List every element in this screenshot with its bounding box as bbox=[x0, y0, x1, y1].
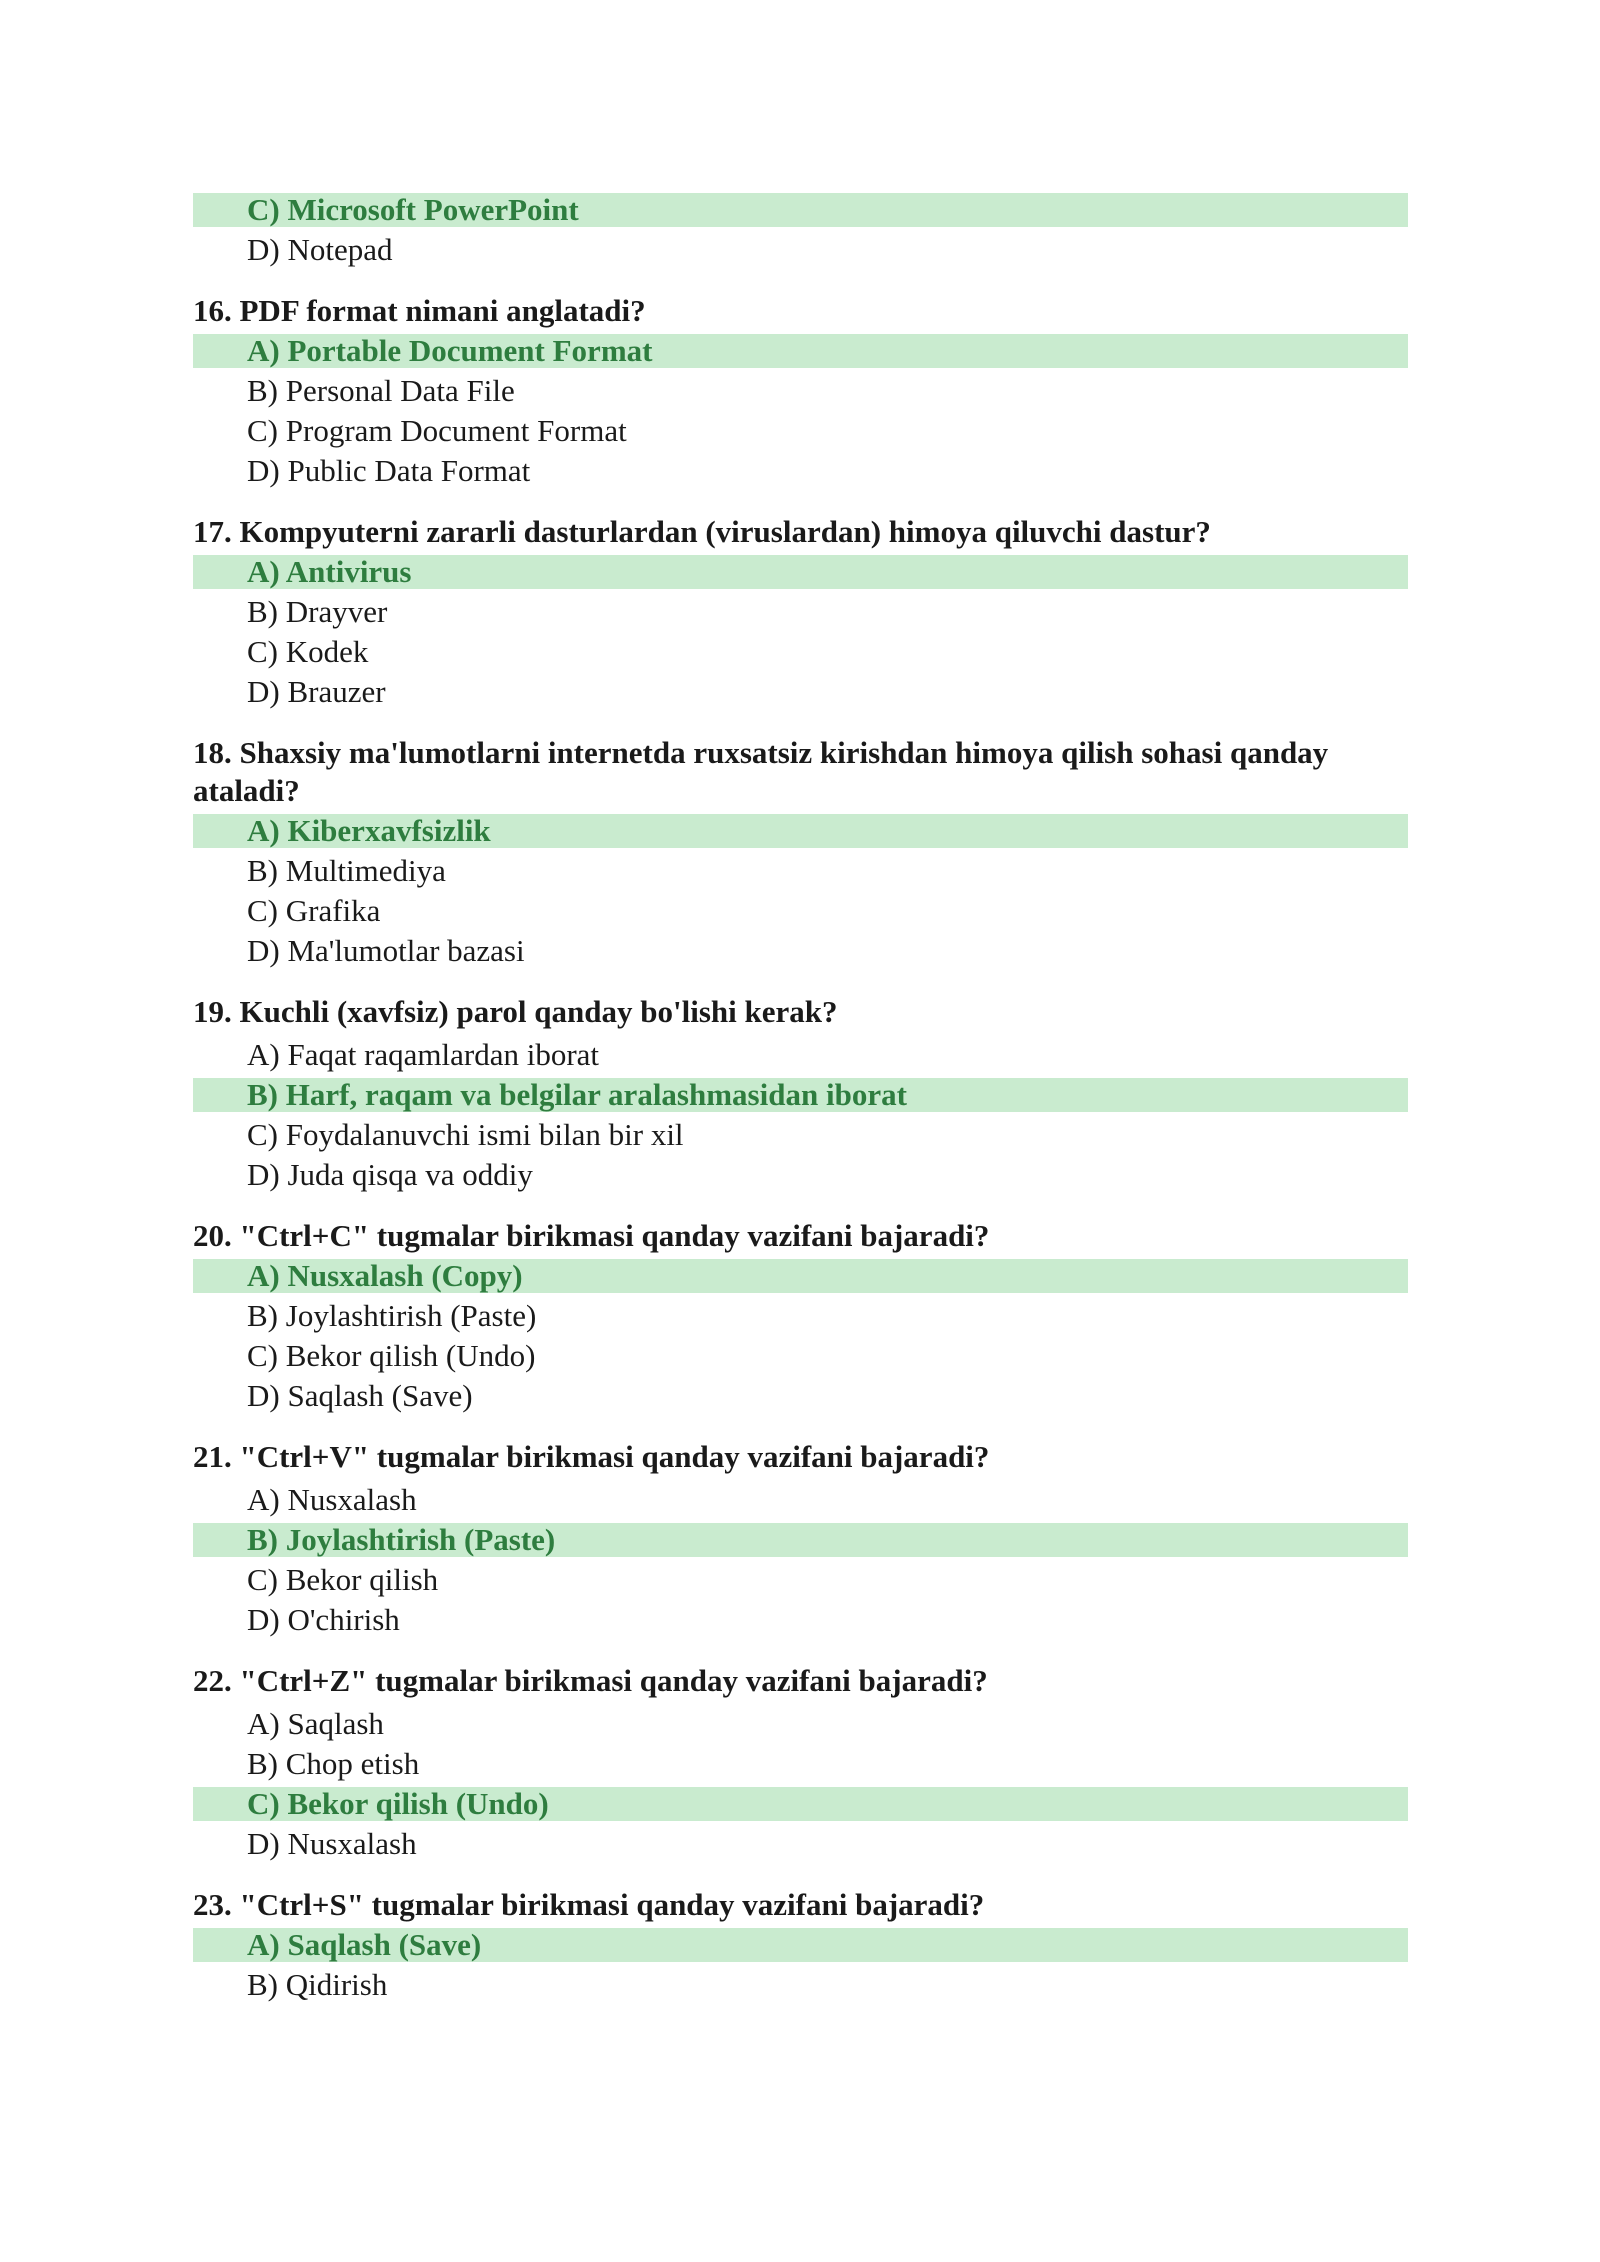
question-text: 19. Kuchli (xavfsiz) parol qanday bo'lishi kerak? bbox=[193, 994, 838, 1029]
question-text: 18. Shaxsiy ma'lumotlarni internetda ruxsatsiz kirishdan himoya qilish sohasi qanday ataladi? bbox=[193, 735, 1329, 808]
question-17 bbox=[193, 513, 1408, 712]
answer-option: C) Bekor qilish bbox=[247, 1562, 439, 1597]
quiz-page bbox=[193, 190, 1408, 2005]
answer-option: B) Drayver bbox=[247, 594, 388, 629]
correct-answer-option: C) Bekor qilish (Undo) bbox=[193, 1787, 1408, 1821]
correct-answer-option: A) Portable Document Format bbox=[193, 334, 1408, 368]
correct-answer-option: A) Antivirus bbox=[193, 555, 1408, 589]
question-20 bbox=[193, 1217, 1408, 1416]
question-18 bbox=[193, 734, 1408, 971]
answer-option: B) Personal Data File bbox=[247, 373, 515, 408]
question-text: 21. "Ctrl+V" tugmalar birikmasi qanday vazifani bajaradi? bbox=[193, 1439, 990, 1474]
question-16 bbox=[193, 292, 1408, 491]
correct-answer-option: C) Microsoft PowerPoint bbox=[193, 193, 1408, 227]
answer-option: C) Kodek bbox=[247, 634, 369, 669]
question-text: 16. PDF format nimani anglatadi? bbox=[193, 293, 646, 328]
question-text: 17. Kompyuterni zararli dasturlardan (viruslardan) himoya qiluvchi dastur? bbox=[193, 514, 1211, 549]
answer-option: D) Public Data Format bbox=[247, 453, 531, 488]
answer-option: D) O'chirish bbox=[247, 1602, 400, 1637]
answer-option: B) Joylashtirish (Paste) bbox=[247, 1298, 537, 1333]
answer-option: A) Nusxalash bbox=[247, 1482, 417, 1517]
answer-option: D) Brauzer bbox=[247, 674, 386, 709]
correct-answer-option: A) Kiberxavfsizlik bbox=[193, 814, 1408, 848]
answer-option: C) Grafika bbox=[247, 893, 381, 928]
continued-options bbox=[193, 193, 1408, 270]
answer-option: D) Saqlash (Save) bbox=[247, 1378, 473, 1413]
answer-option: B) Multimediya bbox=[247, 853, 446, 888]
question-text: 23. "Ctrl+S" tugmalar birikmasi qanday vazifani bajaradi? bbox=[193, 1887, 985, 1922]
answer-option: D) Nusxalash bbox=[247, 1826, 417, 1861]
answer-option: B) Chop etish bbox=[247, 1746, 420, 1781]
answer-option: B) Qidirish bbox=[247, 1967, 388, 2002]
correct-answer-option: B) Joylashtirish (Paste) bbox=[193, 1523, 1408, 1557]
answer-option: A) Faqat raqamlardan iborat bbox=[247, 1037, 600, 1072]
question-23 bbox=[193, 1886, 1408, 2005]
question-text: 22. "Ctrl+Z" tugmalar birikmasi qanday vazifani bajaradi? bbox=[193, 1663, 988, 1698]
question-21 bbox=[193, 1438, 1408, 1640]
correct-answer-option: A) Nusxalash (Copy) bbox=[193, 1259, 1408, 1293]
answer-option: D) Ma'lumotlar bazasi bbox=[247, 933, 525, 968]
answer-option: C) Foydalanuvchi ismi bilan bir xil bbox=[247, 1117, 684, 1152]
answer-option: D) Notepad bbox=[247, 232, 393, 267]
answer-option: A) Saqlash bbox=[247, 1706, 384, 1741]
correct-answer-option: A) Saqlash (Save) bbox=[193, 1928, 1408, 1962]
answer-option: C) Program Document Format bbox=[247, 413, 627, 448]
correct-answer-option: B) Harf, raqam va belgilar aralashmasidan iborat bbox=[193, 1078, 1408, 1112]
question-22 bbox=[193, 1662, 1408, 1864]
answer-option: C) Bekor qilish (Undo) bbox=[247, 1338, 536, 1373]
answer-option: D) Juda qisqa va oddiy bbox=[247, 1157, 533, 1192]
question-text: 20. "Ctrl+C" tugmalar birikmasi qanday vazifani bajaradi? bbox=[193, 1218, 990, 1253]
question-19 bbox=[193, 993, 1408, 1195]
